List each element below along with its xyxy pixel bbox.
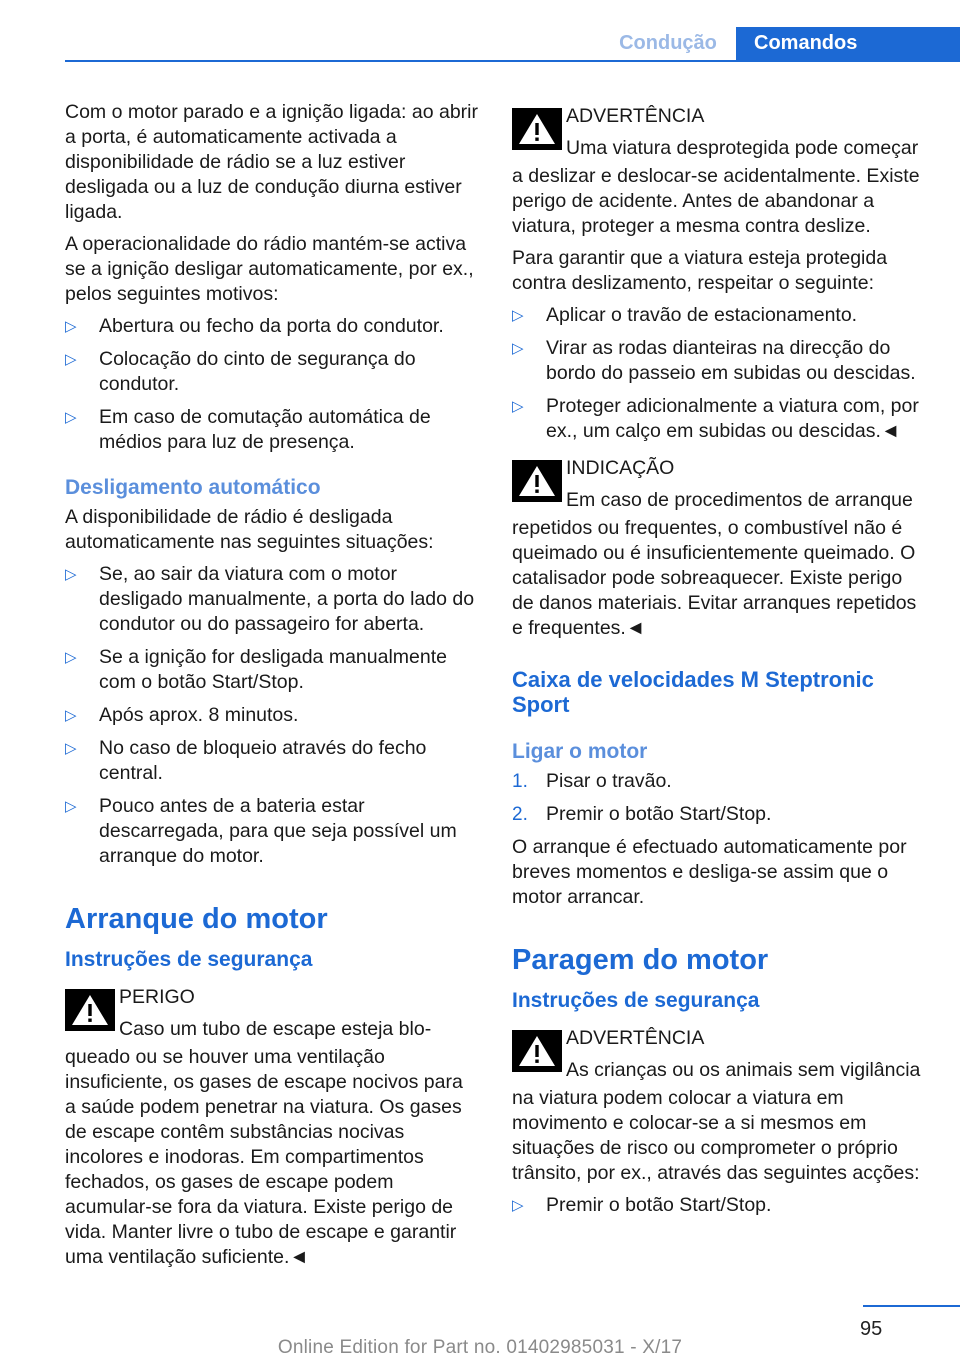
list-item: ▷ Pouco antes de a bateria estar descarregada, para que seja possível um arranque do motor. — [65, 795, 457, 867]
numbered-step: 2. Premir o botão Start/Stop. — [512, 803, 772, 825]
warning-label: ADVERTÊNCIA — [566, 1027, 705, 1049]
list-item: ▷ Colocação do cinto de segurança do condutor. — [65, 348, 416, 395]
warning-label: ADVERTÊNCIA — [566, 105, 705, 127]
page-number: 95 — [860, 1318, 883, 1340]
step-number: 2. — [512, 804, 528, 825]
warning-triangle-icon — [512, 460, 562, 502]
bullet-triangle-icon: ▷ — [65, 351, 77, 368]
footer-edition: Online Edition for Part no. 01402985031 - X/17 — [277, 1337, 683, 1358]
subheading-safety: Instruções de segurança — [512, 989, 760, 1012]
list-item: ▷ No caso de bloqueio através do fecho central. — [65, 737, 427, 784]
bullet-triangle-icon: ▷ — [65, 409, 77, 426]
bullet-triangle-icon: ▷ — [65, 798, 77, 815]
header-section-label: Condução — [619, 32, 717, 54]
page-number-rule — [863, 1305, 960, 1307]
bullet-triangle-icon: ▷ — [65, 566, 77, 583]
paragraph: Com o motor parado e a ignição ligada: ao abrir a porta, é automaticamente activada a disponibilidade de rádio se a luz estiver desligada ou a luz de condução diurna estiver ligada. — [65, 101, 478, 223]
list-item: ▷ Se, ao sair da viatura com o motor desligado manualmente, a porta do lado do condutor ou do passageiro for aberta. — [65, 563, 475, 635]
subheading-auto-off: Desligamento automático — [65, 476, 321, 499]
note-block — [512, 452, 928, 516]
note-text: repetidos ou frequentes, o combustível não é queimado ou é insuficientemente queimado. O catalisador pode sobreaquecer. Existe perigo de danos materiais. Evitar arranques repetidos e frequentes.◄ — [512, 517, 917, 639]
list-item: ▷ Proteger adicionalmente a viatura com, por ex., um calço em subidas ou descidas.◄ — [512, 395, 919, 442]
warning-text: a deslizar e deslocar-se acidentalmente. Existe perigo de acidente. Antes de abandonar a viatura, proteger a mesma contra deslize. — [512, 165, 920, 237]
paragraph: Para garantir que a viatura esteja protegida contra deslizamento, respeitar o seguinte: — [512, 247, 888, 294]
bullet-triangle-icon: ▷ — [512, 398, 524, 415]
bullet-triangle-icon: ▷ — [65, 318, 77, 335]
danger-text-first: Caso um tubo de escape esteja blo- — [119, 1018, 432, 1040]
paragraph: A disponibilidade de rádio é desligada automaticamente nas seguintes situações: — [65, 506, 434, 553]
paragraph: A operacionalidade do rádio mantém-se activa se a ignição desligar automaticamente, por ex., pelos seguintes motivos: — [65, 233, 474, 305]
bullet-triangle-icon: ▷ — [65, 649, 77, 666]
list-item: ▷ Após aprox. 8 minutos. — [65, 704, 299, 726]
bullet-triangle-icon: ▷ — [512, 340, 524, 357]
heading-gearbox: Caixa de velocidades M Steptronic Sport — [512, 667, 874, 717]
list-item: ▷ Se a ignição for desligada manualmente com o botão Start/Stop. — [65, 646, 447, 693]
header-rule — [65, 60, 960, 62]
numbered-step: 1. Pisar o travão. — [512, 770, 672, 792]
heading-engine-start: Arranque do motor — [65, 903, 328, 935]
bullet-triangle-icon: ▷ — [65, 707, 77, 724]
subheading-safety: Instruções de segurança — [65, 948, 313, 971]
list-item: ▷ Em caso de comutação automática de médios para luz de presença. — [65, 406, 431, 453]
header-chapter-tab: Comandos — [736, 27, 960, 62]
warning-triangle-icon — [512, 1030, 562, 1072]
step-number: 1. — [512, 771, 528, 792]
warning-text-first: As crianças ou os animais sem vigilância — [566, 1059, 921, 1081]
list-item: ▷ Abertura ou fecho da porta do condutor. — [65, 315, 444, 337]
left-column — [65, 100, 479, 1277]
warning-block — [512, 100, 928, 164]
bullet-triangle-icon: ▷ — [512, 1197, 524, 1214]
warning-text: na viatura podem colocar a viatura em movimento e colocar-se a si mesmos em situações de risco ou comprometer o próprio trânsito, por ex., através das seguintes acções: — [512, 1087, 920, 1184]
bullet-triangle-icon: ▷ — [65, 740, 77, 757]
bullet-triangle-icon: ▷ — [512, 307, 524, 324]
list-item: ▷ Virar as rodas dianteiras na direcção do bordo do passeio em subidas ou descidas. — [512, 337, 916, 384]
note-label: INDICAÇÃO — [566, 457, 675, 479]
warning-block — [512, 1022, 928, 1086]
danger-block — [65, 981, 479, 1045]
heading-engine-stop: Paragem do motor — [512, 944, 769, 976]
list-item: ▷ Premir o botão Start/Stop. — [512, 1194, 772, 1216]
list-item: ▷ Aplicar o travão de estacionamento. — [512, 304, 858, 326]
danger-label: PERIGO — [119, 986, 195, 1008]
note-text-first: Em caso de procedimentos de arranque — [566, 489, 913, 511]
paragraph: O arranque é efectuado automaticamente por breves momentos e desliga-se assim que o motor arrancar. — [512, 836, 907, 908]
warning-triangle-icon — [512, 108, 562, 150]
warning-text-first: Uma viatura desprotegida pode começar — [566, 137, 919, 159]
subheading-engine-on: Ligar o motor — [512, 740, 648, 763]
right-column — [512, 100, 928, 1226]
danger-text: queado ou se houver uma ventilação insuficiente, os gases de escape nocivos para a saúde podem penetrar na viatura. Os gases de escape contêm substâncias nocivas incolores e inodoras. Em compartimentos fechados, os gases de escape podem acumular-se fora da viatura. Existe perigo de vida. Manter livre o tubo de escape e garantir uma ventilação suficiente.◄ — [65, 1046, 463, 1268]
warning-triangle-icon — [65, 989, 115, 1031]
